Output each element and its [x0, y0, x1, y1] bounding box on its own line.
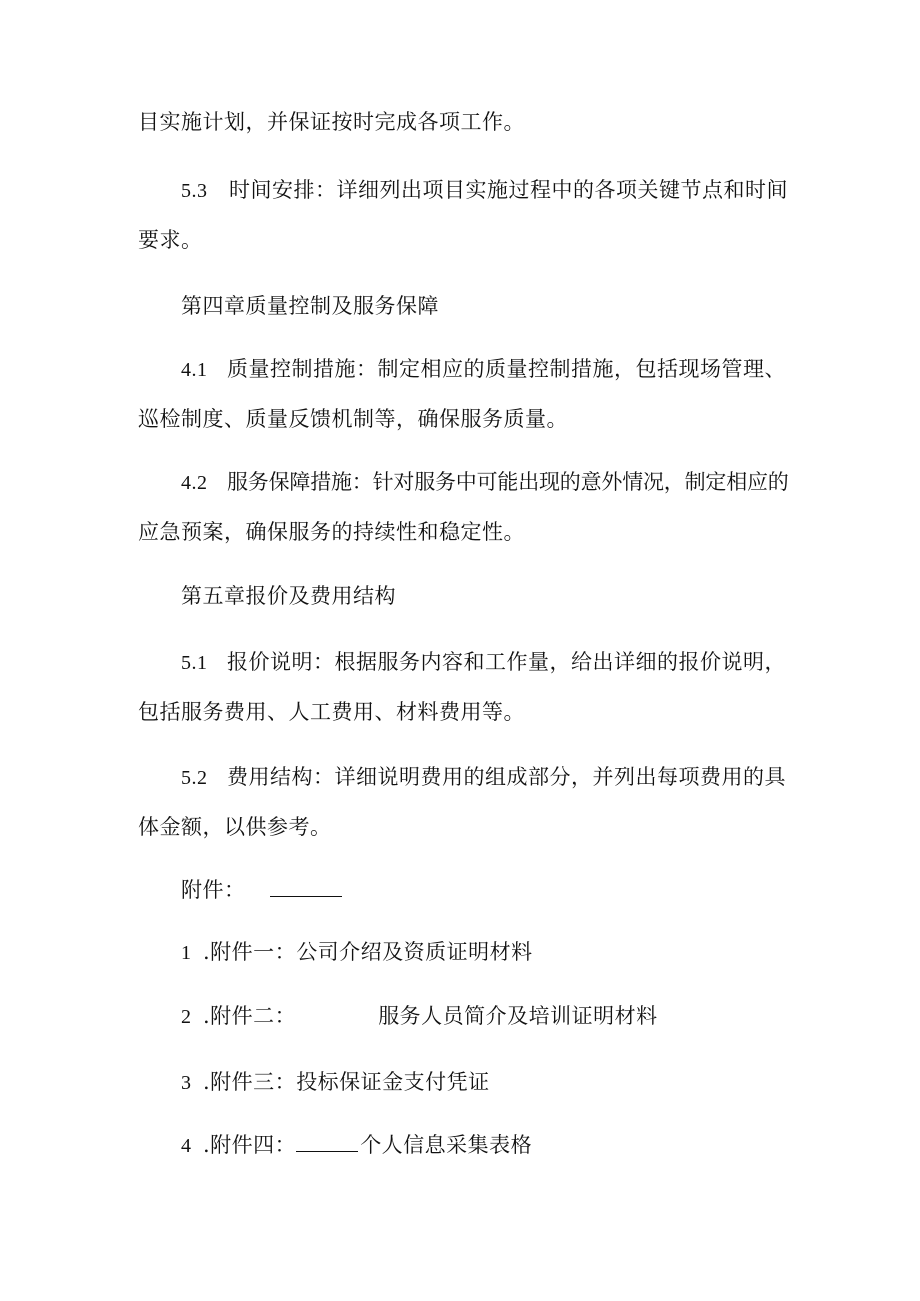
- section-number: 4.2: [181, 472, 208, 494]
- attachment-item-2: [181, 1002, 658, 1031]
- section-text: 报价说明：根据服务内容和工作量，给出详细的报价说明，: [227, 650, 786, 674]
- section-text: 费用结构：详细说明费用的组成部分，并列出每项费用的具: [227, 765, 786, 789]
- fill-in-blank: [296, 1131, 358, 1152]
- section-number: 4.1: [181, 359, 208, 381]
- attachment-item-4: [181, 1131, 532, 1160]
- section-text: 体金额，以供参考。: [138, 815, 332, 839]
- attachment-number: 3: [181, 1072, 192, 1094]
- chapter-4-title: [181, 292, 439, 320]
- attachments-label: 附件：: [181, 878, 246, 902]
- attachment-label: .附件三：: [203, 1070, 297, 1094]
- section-text: 服务保障措施：针对服务中可能出现的意外情况，制定相应的: [227, 470, 789, 494]
- attachment-item-1: [181, 938, 533, 967]
- attachment-number: 4: [181, 1135, 192, 1157]
- fill-in-blank: [270, 876, 342, 897]
- attachment-text: 公司介绍及资质证明材料: [296, 940, 533, 964]
- section-5-3-line1: [181, 176, 788, 205]
- paragraph-text: 目实施计划，并保证按时完成各项工作。: [138, 110, 525, 134]
- section-4-1-line2: [138, 405, 568, 433]
- section-5-1-line2: [138, 698, 525, 726]
- section-5-2-line2: [138, 813, 332, 841]
- section-text: 要求。: [138, 228, 203, 252]
- section-text: 时间安排：详细列出项目实施过程中的各项关键节点和时间: [229, 178, 788, 202]
- attachments-header: [181, 876, 342, 904]
- section-number: 5.1: [181, 652, 208, 674]
- attachment-label: .附件二：: [203, 1004, 297, 1028]
- section-4-1-line1: [181, 355, 786, 384]
- attachment-text: 服务人员简介及培训证明材料: [378, 1004, 658, 1028]
- section-number: 5.2: [181, 767, 208, 789]
- section-4-2-line2: [138, 518, 525, 546]
- chapter-title: 第四章质量控制及服务保障: [181, 294, 439, 318]
- section-text: 质量控制措施：制定相应的质量控制措施，包括现场管理、: [227, 357, 786, 381]
- section-5-3-line2: [138, 226, 203, 254]
- section-text: 巡检制度、质量反馈机制等，确保服务质量。: [138, 407, 568, 431]
- attachment-text: 个人信息采集表格: [360, 1133, 533, 1157]
- attachment-text: 投标保证金支付凭证: [296, 1070, 490, 1094]
- section-4-2-line1: [181, 468, 789, 497]
- section-5-1-line1: [181, 648, 786, 677]
- section-text: 应急预案，确保服务的持续性和稳定性。: [138, 520, 525, 544]
- paragraph-continuation: [138, 108, 525, 136]
- attachment-label: .附件四：: [203, 1133, 297, 1157]
- section-number: 5.3: [181, 180, 208, 202]
- attachment-number: 1: [181, 942, 192, 964]
- attachment-number: 2: [181, 1006, 192, 1028]
- attachment-label: .附件一：: [203, 940, 297, 964]
- chapter-5-title: [181, 582, 396, 610]
- section-5-2-line1: [181, 763, 786, 792]
- chapter-title: 第五章报价及费用结构: [181, 584, 396, 608]
- section-text: 包括服务费用、人工费用、材料费用等。: [138, 700, 525, 724]
- attachment-item-3: [181, 1068, 490, 1097]
